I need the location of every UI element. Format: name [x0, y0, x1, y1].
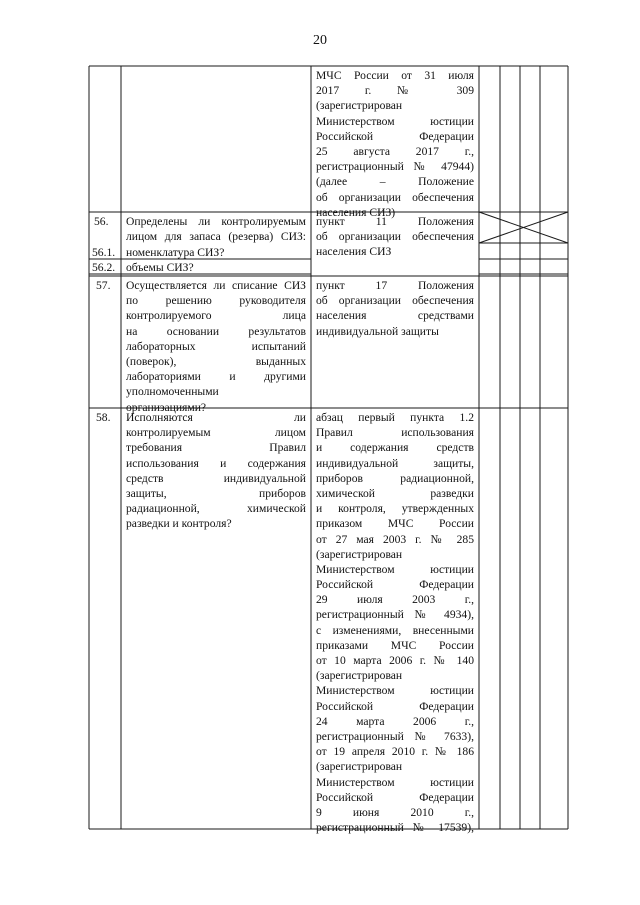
- reference-line: Министерством юстиции: [316, 684, 474, 698]
- reference-line: Российской Федерации: [316, 578, 474, 592]
- reference-cell-56: [316, 214, 474, 260]
- reference-line: индивидуальной защиты,: [316, 456, 474, 470]
- question-line: требования Правил: [126, 441, 306, 455]
- question-line: радиационной, химической: [126, 502, 306, 516]
- reference-line: 2017 г. № 309: [316, 84, 474, 98]
- reference-line: 24 марта 2006 г.,: [316, 714, 474, 728]
- reference-line: об организации обеспечения: [316, 294, 474, 308]
- question-line: номенклатура СИЗ?: [126, 246, 225, 259]
- reference-line: об организации обеспечения: [316, 190, 474, 204]
- reference-line: приказом МЧС России: [316, 517, 474, 531]
- reference-line: индивидуальной защиты: [316, 324, 439, 338]
- question-line: контролируемым лицом: [126, 426, 306, 440]
- reference-line: (зарегистрирован: [316, 669, 403, 683]
- reference-line: Российской Федерации: [316, 699, 474, 713]
- reference-line: Правил использования: [316, 426, 474, 440]
- row-number-57: 57.: [96, 279, 111, 292]
- question-line: средств индивидуальной: [126, 471, 306, 485]
- question-cell-56-2: [126, 260, 306, 275]
- reference-line: регистрационный № 7633),: [316, 729, 474, 743]
- reference-line: 9 июня 2010 г.,: [316, 805, 474, 819]
- reference-line: абзац первый пункта 1.2: [316, 411, 474, 424]
- question-cell-58: [126, 410, 306, 532]
- question-cell-56-1: [126, 245, 306, 260]
- reference-cell-58: [316, 410, 474, 835]
- reference-line: населения СИЗ): [316, 205, 396, 219]
- reference-line: регистрационный № 17539),: [316, 821, 474, 835]
- reference-line: 25 августа 2017 г.,: [316, 144, 474, 158]
- reference-line: населения СИЗ: [316, 245, 392, 259]
- reference-line: приборов радиационной,: [316, 471, 474, 485]
- row-number-56-2: 56.2.: [92, 261, 116, 274]
- page-number: 20: [313, 33, 327, 48]
- row-number-56: 56.: [94, 215, 109, 228]
- reference-line: Министерством юстиции: [316, 775, 474, 789]
- question-line: уполномоченными: [126, 385, 219, 399]
- reference-cell-continuation: [316, 68, 474, 220]
- question-line: контролируемого лица: [126, 309, 306, 323]
- row-number-58: 58.: [96, 411, 111, 424]
- reference-line: населения средствами: [316, 309, 474, 323]
- reference-line: и контроля, утвержденных: [316, 502, 474, 516]
- reference-line: (зарегистрирован: [316, 760, 403, 774]
- reference-line: Российской Федерации: [316, 790, 474, 804]
- reference-line: (зарегистрирован: [316, 99, 403, 113]
- reference-line: с изменениями, внесенными: [316, 623, 474, 637]
- question-line: разведки и контроля?: [126, 517, 232, 531]
- reference-line: регистрационный № 4934),: [316, 608, 474, 622]
- reference-line: Министерством юстиции: [316, 114, 474, 128]
- reference-line: от 27 мая 2003 г. № 285: [316, 532, 474, 546]
- reference-line: регистрационный № 47944): [316, 160, 474, 174]
- question-line: лицом для запаса (резерва) СИЗ:: [126, 230, 306, 244]
- question-cell-56: [126, 214, 306, 244]
- reference-line: химической разведки: [316, 486, 474, 500]
- reference-line: об организации обеспечения: [316, 230, 474, 244]
- reference-line: Российской Федерации: [316, 129, 474, 143]
- question-line: использования и содержания: [126, 456, 306, 470]
- reference-line: от 10 марта 2006 г. № 140: [316, 654, 474, 667]
- reference-cell-57: [316, 278, 474, 339]
- reference-line: Министерством юстиции: [316, 562, 474, 576]
- reference-line: от 19 апреля 2010 г. № 186: [316, 745, 474, 759]
- reference-line: приказами МЧС России: [316, 638, 474, 652]
- question-line: лабораторных испытаний: [126, 339, 306, 353]
- reference-line: 29 июля 2003 г.,: [316, 593, 474, 607]
- question-line: Исполняются ли: [126, 411, 306, 424]
- question-line: организациями?: [126, 400, 207, 414]
- question-line: по решению руководителя: [126, 294, 306, 308]
- reference-line: и содержания средств: [316, 441, 474, 455]
- reference-line: пункт 11 Положения: [316, 215, 474, 228]
- question-line: лабораториями и другими: [126, 370, 306, 384]
- reference-line: (далее – Положение: [316, 175, 474, 189]
- question-line: защиты, приборов: [126, 486, 306, 500]
- reference-line: МЧС России от 31 июля: [316, 69, 474, 82]
- question-line: на основании результатов: [126, 324, 306, 338]
- question-line: Определены ли контролируемым: [126, 215, 306, 228]
- question-line: (поверок), выданных: [126, 354, 306, 368]
- question-cell-57: [126, 278, 306, 415]
- reference-line: пункт 17 Положения: [316, 279, 474, 292]
- reference-line: (зарегистрирован: [316, 547, 403, 561]
- question-line: объемы СИЗ?: [126, 261, 194, 274]
- row-number-56-1: 56.1.: [92, 246, 116, 259]
- question-line: Осуществляется ли списание СИЗ: [126, 279, 306, 292]
